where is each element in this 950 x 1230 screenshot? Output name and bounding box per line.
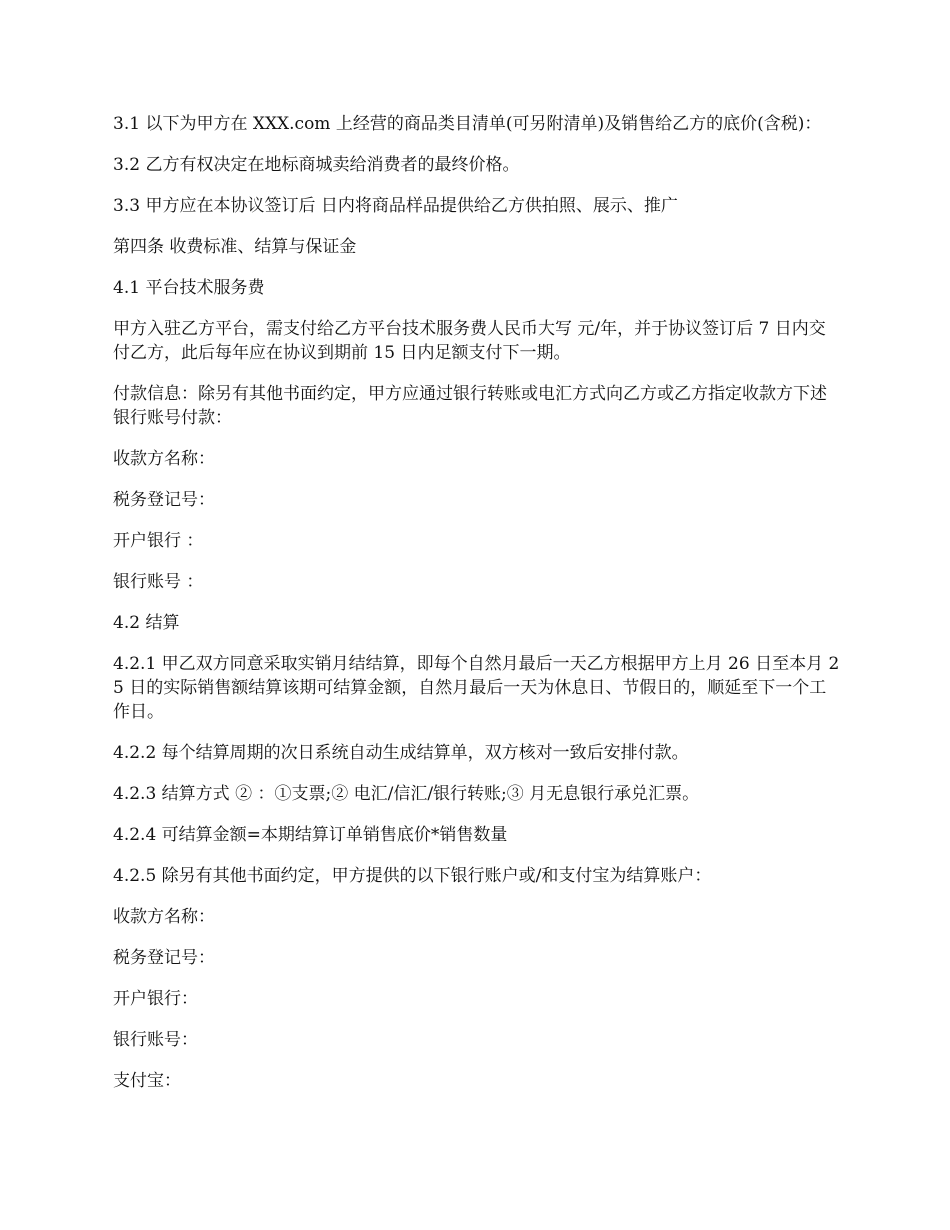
settlement-payee-name-field: 收款方名称： [113,907,215,927]
tax-id-field: 税务登记号： [113,490,215,510]
bank-name-field: 开户银行 ： [113,531,204,551]
settlement-tax-id-field: 税务登记号： [113,948,215,968]
clause-4-1-heading: 4.1 平台技术服务费 [113,278,265,298]
clause-3-2: 3.2 乙方有权决定在地标商城卖给消费者的最终价格。 [113,155,520,175]
clause-4-2-heading: 4.2 结算 [113,613,180,633]
clause-4-2-2: 4.2.2 每个结算周期的次日系统自动生成结算单，双方核对一致后安排付款。 [113,743,689,763]
payment-info-text: 付款信息：除另有其他书面约定，甲方应通过银行转账或电汇方式向乙方或乙方指定收款方下述银行账号付款： [113,384,827,428]
clause-4-2-5: 4.2.5 除另有其他书面约定，甲方提供的以下银行账户或/和支付宝为结算账户： [113,866,712,886]
clause-3-3: 3.3 甲方应在本协议签订后 日内将商品样品提供给乙方供拍照、展示、推广 [113,196,678,216]
document-body [113,112,840,1110]
settlement-bank-account-field: 银行账号： [113,1030,198,1050]
settlement-bank-name-field: 开户银行： [113,989,198,1009]
clause-4-2-1: 4.2.1 甲乙双方同意采取实销月结结算，即每个自然月最后一天乙方根据甲方上月 26 日至本月 25 日的实际销售额结算该期可结算金额，自然月最后一天为休息日、节假日的，顺延至下一个工作日。 [113,654,840,722]
bank-account-field: 银行账号 ： [113,572,204,592]
clause-4-2-3: 4.2.3 结算方式 ② ：①支票;② 电汇/信汇/银行转账;③ 月无息银行承兑汇票。 [113,784,700,804]
alipay-field: 支付宝： [113,1071,181,1091]
clause-3-1: 3.1 以下为甲方在 XXX.com 上经营的商品类目清单(可另附清单)及销售给乙方的底价(含税)： [113,114,822,134]
payee-name-field: 收款方名称： [113,449,215,469]
clause-4-2-4: 4.2.4 可结算金额=本期结算订单销售底价*销售数量 [113,825,508,845]
article-4-heading: 第四条 收费标准、结算与保证金 [113,237,357,257]
clause-4-1-text: 甲方入驻乙方平台，需支付给乙方平台技术服务费人民币大写 元/年，并于协议签订后 7 日内交付乙方，此后每年应在协议到期前 15 日内足额支付下一期。 [113,319,826,363]
